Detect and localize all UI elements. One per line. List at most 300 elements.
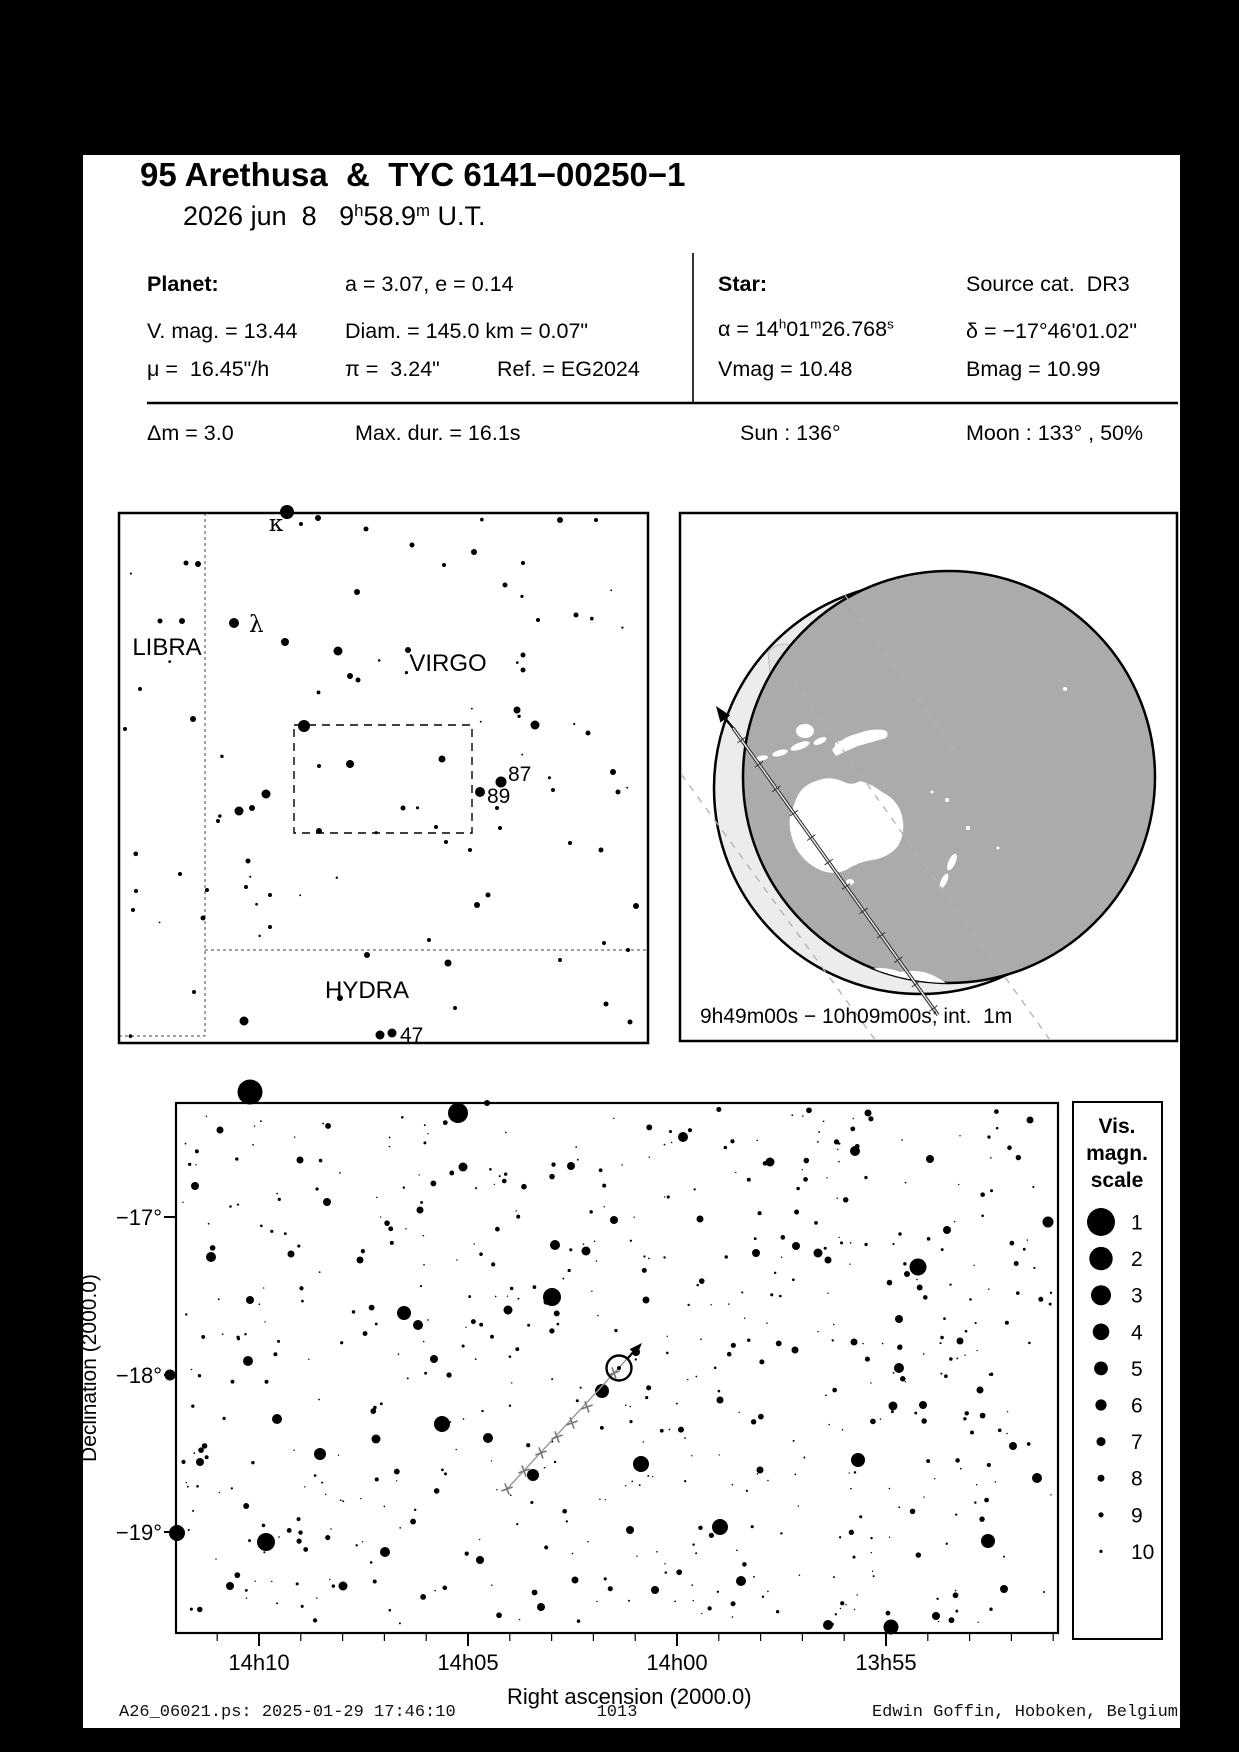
star-dot [604,1577,607,1580]
star-dot [824,1247,827,1250]
star-dot [894,1363,904,1373]
star-dot [904,1271,910,1277]
star-dot [229,618,239,628]
star-dot [243,1503,249,1509]
star-dot [496,1489,497,1490]
star-dot [941,1248,944,1251]
star-dot [602,1184,606,1188]
star-dot [626,1526,634,1534]
star-dot [678,1132,688,1142]
ra-hours: α = 14 [718,317,779,341]
star-dot [613,1118,614,1119]
star-dot [394,1469,400,1475]
star-dot [178,872,182,876]
star-dot [159,922,161,924]
star-dot [475,1358,477,1360]
star-dot [222,1417,225,1420]
star-dot [271,1581,272,1582]
ra-seconds: 26.768 [821,317,888,341]
star-dot [503,583,508,588]
star-dot [196,1485,199,1488]
legend-magnitude-dot [1091,1285,1111,1305]
star-dot [566,1520,568,1522]
star-dot [577,1619,581,1623]
star-dot [473,1243,475,1245]
star-dot [751,1419,756,1424]
star-dot [340,1341,343,1344]
star-dot [794,1474,796,1476]
date-minutes: 58.9 [363,201,417,231]
star-dot [963,1417,966,1420]
finder-field-dashed-rect [294,725,472,833]
star-dot [471,1319,476,1324]
star-dot [840,1608,841,1609]
star-dot [479,1252,483,1256]
star-dot [959,1135,960,1136]
star-dot [255,903,258,906]
star-dot [237,1337,240,1340]
star-dot [443,1120,448,1125]
star-dot [604,1002,609,1007]
star-dot [687,1379,688,1380]
star-dot [580,1387,582,1389]
star-dot [491,1460,492,1461]
star-dot [927,1237,931,1241]
star-dot [455,1449,457,1451]
star-dot [347,673,353,679]
star-dot [596,1601,597,1602]
star-dot [840,1601,844,1605]
globe-clip-group [681,567,1155,1041]
star-dot [973,1265,974,1266]
star-dot [434,1416,450,1432]
star-dot [674,1601,676,1603]
star-dot [1007,1145,1012,1150]
star-dot [260,1120,262,1122]
star-dot [850,1242,852,1244]
star-dot [352,1310,356,1314]
star-dot [853,1118,854,1119]
star-dot [401,1116,404,1119]
star-dot [664,1196,665,1197]
star-dot [1043,1591,1045,1593]
star-dot [803,1457,805,1459]
star-dot [257,1533,275,1551]
star-dot [990,1189,993,1192]
star-dot [934,1478,935,1479]
star-dot [265,1380,269,1384]
star-dot [420,1201,423,1204]
star-dot [474,902,480,908]
y-axis-tick-label: −17° [115,1205,162,1230]
star-bmag: Bmag = 10.99 [966,357,1101,381]
star-dot [649,1156,651,1158]
star-dot [914,1412,917,1415]
star-dot [756,1140,758,1142]
star-dot [1050,1494,1051,1495]
star-dot [575,1146,577,1148]
star-designation-label: 47 [400,1024,424,1047]
star-dot [276,1193,278,1195]
star-dot [781,1257,782,1258]
star-dot [742,1562,747,1567]
star-dot [246,1296,254,1304]
legend-magnitude-label: 10 [1131,1540,1155,1564]
star-dot [516,1215,520,1219]
star-dot [832,1388,837,1393]
star-dot [944,1374,948,1378]
star-dot [298,1530,302,1534]
star-dot [814,1221,818,1225]
star-dot [669,1130,672,1133]
star-dot [210,1245,216,1251]
star-dot [495,1296,497,1298]
star-dot [205,888,209,892]
max-duration: Max. dur. = 16.1s [355,421,521,445]
star-dot [736,1576,746,1586]
star-dot [1000,1585,1008,1593]
star-dot [974,1501,976,1503]
star-dot [597,1315,599,1317]
star-dot [1038,1297,1043,1302]
star-section-label: Star: [718,272,767,296]
star-dot [554,1461,556,1463]
star-dot [630,1406,632,1408]
star-dot [1027,1442,1031,1446]
star-dot [342,1500,344,1502]
star-dot [923,1295,928,1300]
star-dot [536,618,540,622]
star-dot [633,1217,634,1218]
star-dot [572,1553,574,1555]
star-dot [666,1352,669,1355]
star-dot [630,1240,632,1242]
star-dot [509,1355,512,1358]
star-dot [838,1161,840,1163]
star-dot [905,1182,907,1184]
star-dot [752,1249,760,1257]
star-declination: δ = −17°46'01.02" [966,319,1137,343]
star-dot [301,1300,304,1303]
event-date-line [183,201,485,231]
star-dot [602,941,606,945]
star-dot [527,1469,539,1481]
star-dot [932,1612,940,1620]
star-dot [792,1347,799,1354]
page-title: 95 Arethusa & TYC 6141−00250−1 [140,156,686,193]
star-dot [325,1123,331,1129]
star-dot [610,1216,618,1224]
star-dot [254,1580,255,1581]
star-dot [701,1613,702,1614]
star-dot [191,1404,194,1407]
star-dot [676,1403,678,1405]
star-dot [825,1394,827,1396]
star-dot [717,1397,724,1404]
daylight-landmass [754,567,791,616]
star-dot [794,1210,799,1215]
star-dot [217,1127,224,1134]
star-dot [263,1287,264,1288]
star-dot [767,1480,769,1482]
star-dot [684,1480,686,1482]
date-prefix: 2026 jun 8 9 [183,201,355,231]
x-axis-title [506,1660,874,1709]
star-dot [246,859,251,864]
star-dot [134,889,138,893]
star-dot [301,1605,304,1608]
star-dot [987,1463,991,1467]
star-dot [849,1472,850,1473]
star-dot [182,1201,183,1202]
star-dot [195,561,201,567]
star-dot [187,1486,189,1488]
star-dot [759,1359,764,1364]
star-dot [574,613,579,618]
star-dot [976,1484,977,1485]
star-dot [990,1372,994,1376]
star-dot [1007,1411,1008,1412]
star-dot [766,1158,775,1167]
star-dot [521,653,526,658]
star-dot [817,1331,818,1332]
star-dot [532,1590,538,1596]
star-dot [511,1382,512,1383]
star-dot [205,1455,209,1459]
star-dot [297,1157,304,1164]
star-dot [849,1263,850,1264]
star-dot [770,1293,773,1296]
star-dot [687,1304,689,1306]
star-dot [739,1412,740,1413]
star-dot [978,1622,979,1623]
star-dot [249,805,255,811]
star-dot [893,1372,895,1374]
star-dot [483,1433,493,1443]
star-dot [964,1355,965,1356]
legend-magnitude-label: 5 [1131,1357,1143,1381]
star-dot [325,1535,330,1540]
star-dot [336,877,338,879]
star-dot [849,1530,854,1535]
star-dot [1016,1155,1021,1160]
star-dot [201,916,206,921]
star-dot [823,1620,833,1630]
star-dot [919,1401,927,1409]
star-dot [642,1268,647,1273]
star-dot [186,1482,187,1483]
star-dot [870,1537,872,1539]
star-dot [195,1149,199,1153]
star-dot [423,1141,426,1144]
star-dot [744,1318,745,1319]
star-dot [519,1619,520,1620]
star-dot [544,1545,548,1549]
star-dot [364,527,369,532]
star-dot [462,1344,465,1347]
star-dot [444,840,448,844]
star-dot [329,1579,330,1580]
star-dot [823,1120,825,1122]
star-dot [728,1303,729,1304]
star-dot [449,1171,454,1176]
star-dot [264,1321,265,1322]
star-dot [1028,1342,1031,1345]
star-dot [215,1558,216,1559]
star-dot [550,1240,560,1250]
star-dot [707,1606,711,1610]
star-dot [196,1458,204,1466]
star-dot [510,1287,513,1290]
star-dot [840,1241,843,1244]
star-dot [804,1158,810,1164]
star-dot [608,1586,613,1591]
star-dot [339,1172,341,1174]
star-dot [188,1163,191,1166]
star-dot [296,1582,299,1585]
constellation-map-border [119,513,648,1043]
star-dot [917,1285,923,1291]
star-dot [712,1519,728,1535]
star-dot [505,1132,507,1134]
star-dot [405,1228,406,1229]
ra-h-sup: h [778,316,787,332]
star-dot [471,708,473,710]
planet-diameter: Diam. = 145.0 km = 0.07" [345,319,589,343]
star-dot [399,1622,401,1624]
star-dot [270,1230,273,1233]
star-dot [572,1577,579,1584]
star-dot [987,1135,990,1138]
star-dot [551,1378,553,1380]
star-dot [499,1175,501,1177]
star-dot [965,1330,968,1333]
star-dot [245,1589,248,1592]
star-dot [663,1256,665,1258]
star-dot [926,1459,930,1463]
star-dot [753,1576,755,1578]
planet-orbit-elements: a = 3.07, e = 0.14 [345,272,514,296]
star-dot [724,1146,727,1149]
star-dot [735,1172,736,1173]
star-dot [375,1323,378,1326]
star-dot [504,1172,507,1175]
star-dot [700,1338,702,1340]
star-dot [957,1338,964,1345]
star-dot [958,1184,959,1185]
star-dot [521,668,526,673]
star-vmag: Vmag = 10.48 [718,357,853,381]
star-dot [423,1235,425,1237]
star-dot [910,1509,916,1515]
star-dot [582,1247,591,1256]
star-dot [313,1618,317,1622]
star-dot [648,1257,650,1259]
star-dot [468,848,472,852]
star-dot [838,1237,839,1238]
star-dot [268,893,272,897]
star-dot [364,952,370,958]
star-dot [747,1339,750,1342]
star-dot [332,1584,335,1587]
star-dot [272,1414,282,1424]
star-dot [827,1293,828,1294]
star-dot [339,1582,348,1591]
star-designation-label: 89 [487,785,511,808]
star-dot [802,1169,803,1170]
star-dot [891,1410,894,1413]
star-dot [610,769,616,775]
star-dot [746,1490,748,1492]
star-dot [628,1020,633,1025]
star-dot [758,1211,762,1215]
star-dot [725,1255,728,1258]
star-dot [520,595,523,598]
star-dot [434,1488,440,1494]
star-dot [530,1501,533,1504]
star-dot [254,1125,255,1126]
x-axis-tick-label: 13h55 [855,1650,917,1675]
star-dot [315,1187,318,1190]
star-dot [1027,1117,1034,1124]
star-dot [845,1604,846,1605]
star-dot [1027,1239,1028,1240]
legend-magnitude-label: 7 [1131,1431,1143,1455]
star-dot [504,1306,513,1315]
star-dot [976,1350,977,1351]
star-dot [923,1496,924,1497]
star-dot [639,1484,641,1486]
star-dot [970,1430,974,1434]
star-dot [889,1537,890,1538]
star-dot [589,1210,592,1213]
planet-motion-rate: μ = 16.45"/h [147,357,270,381]
star-dot [562,1278,564,1280]
star-dot [294,1136,295,1137]
minutes-superscript: m [416,200,430,220]
star-dot [600,1426,604,1430]
star-dot [246,1597,248,1599]
star-dot [357,1257,364,1264]
star-dot [949,1357,953,1361]
star-dot [995,1481,996,1482]
finder-chart-panel [116,1080,1162,1676]
star-dot [557,517,563,523]
star-dot [980,1413,986,1419]
star-dot [509,1404,511,1406]
star-dot [273,1352,277,1356]
legend-magnitude-dot [1089,1247,1112,1270]
star-dot [949,1283,951,1285]
legend-magnitude-label: 3 [1131,1284,1143,1308]
star-dot [191,1182,199,1190]
star-dot [376,1031,385,1040]
star-dot [263,1551,265,1553]
star-dot [717,1591,719,1593]
star-dot [237,1203,239,1205]
star-dot [796,1187,800,1191]
star-dot [889,1402,898,1411]
star-dot [955,1610,958,1613]
star-dot [185,1143,187,1145]
star-dot [940,1336,944,1340]
star-dot [693,1600,694,1601]
star-dot [583,1243,585,1245]
star-dot [378,659,381,662]
star-dot [643,1441,644,1442]
star-dot [943,1226,951,1234]
star-dot [244,1333,246,1335]
